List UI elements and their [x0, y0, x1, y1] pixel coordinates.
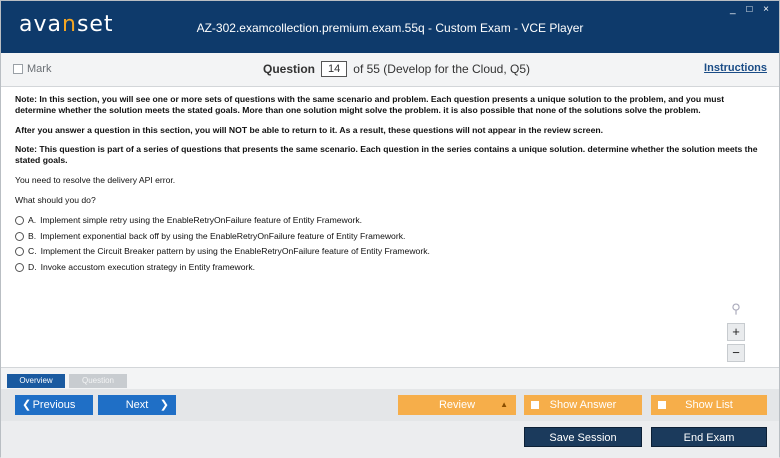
avanset-logo: avanset: [19, 12, 114, 37]
zoom-out-button[interactable]: −: [727, 344, 745, 362]
note-2: After you answer a question in this section, you will NOT be able to return to it. As a result, these questions will not appear in the review screen.: [15, 124, 603, 135]
view-tabs: [1, 367, 779, 389]
question-prompt: What should you do?: [15, 194, 96, 205]
option-letter: D.: [28, 262, 37, 273]
chevron-right-icon: ❯: [159, 399, 169, 411]
option-text: Implement simple retry using the EnableRetryOnFailure feature of Entity Framework.: [40, 214, 363, 225]
review-button[interactable]: [398, 395, 516, 415]
previous-label: Previous: [32, 399, 76, 411]
option-letter: B.: [28, 230, 37, 241]
question-total: of 55 (Develop for the Cloud, Q5): [353, 62, 531, 76]
question-number-input[interactable]: 14: [321, 61, 347, 77]
question-counter: [263, 61, 530, 77]
question-header: [1, 53, 779, 87]
radio-button[interactable]: [15, 263, 24, 272]
show-list-label: Show List: [685, 399, 733, 411]
answer-option-b[interactable]: [15, 231, 765, 242]
radio-button[interactable]: [15, 247, 24, 256]
note-1: Note: In this section, you will see one or more sets of questions with the same scenario and problem. Each question presents a unique solution to the problem, and you must determine whether the solution meets the stated goals. More than one solution might solve the problem. it is also possible that none of the solutions solve the problem.: [15, 94, 725, 115]
radio-button[interactable]: [15, 216, 24, 225]
tab-question[interactable]: Question: [69, 374, 127, 388]
answer-option-d[interactable]: [15, 262, 765, 273]
note-3: Note: This question is part of a series of questions that presents the same scenario. Each question in the series contains a unique solution. determine whether the solution meets the stated goals.: [15, 144, 758, 166]
zoom-controls: [727, 301, 747, 365]
triangle-up-icon: ▲: [500, 400, 508, 409]
checkbox-icon[interactable]: [658, 401, 666, 409]
show-answer-label: Show Answer: [549, 399, 617, 411]
window-controls[interactable]: _ □ ×: [730, 4, 773, 15]
answer-option-c[interactable]: [15, 246, 765, 257]
question-content: [15, 94, 765, 278]
show-list-button[interactable]: [651, 395, 767, 415]
radio-button[interactable]: [15, 232, 24, 241]
option-text: Implement the Circuit Breaker pattern by using the EnableRetryOnFailure feature of Entity Framework.: [40, 246, 430, 257]
next-label: Next: [125, 399, 149, 411]
option-letter: A.: [28, 214, 37, 225]
instructions-link[interactable]: Instructions: [704, 62, 767, 74]
option-text: Implement exponential back off by using the EnableRetryOnFailure feature of Entity Framework.: [40, 230, 406, 241]
checkbox-icon[interactable]: [13, 64, 23, 74]
mark-checkbox[interactable]: [13, 63, 51, 75]
answer-option-a[interactable]: [15, 215, 765, 226]
save-session-button[interactable]: Save Session: [524, 427, 642, 447]
option-text: Invoke accustom execution strategy in Entity framework.: [40, 262, 256, 273]
title-bar: [1, 1, 779, 53]
zoom-in-button[interactable]: +: [727, 323, 745, 341]
show-answer-button[interactable]: [524, 395, 642, 415]
question-label: Question: [263, 62, 316, 76]
chevron-left-icon: ❮: [22, 399, 32, 411]
question-stem: You need to resolve the delivery API error.: [15, 175, 176, 186]
end-exam-button[interactable]: End Exam: [651, 427, 767, 447]
previous-button[interactable]: [15, 395, 93, 415]
window-title: AZ-302.examcollection.premium.exam.55q - Custom Exam - VCE Player: [196, 21, 584, 35]
checkbox-icon[interactable]: [531, 401, 539, 409]
option-letter: C.: [28, 246, 37, 257]
navigation-bar: [1, 389, 779, 421]
review-label: Review: [438, 399, 476, 411]
tab-overview[interactable]: Overview: [7, 374, 65, 388]
next-button[interactable]: [98, 395, 176, 415]
mark-label: Mark: [27, 63, 52, 75]
magnifier-icon: ⚲: [731, 301, 741, 316]
